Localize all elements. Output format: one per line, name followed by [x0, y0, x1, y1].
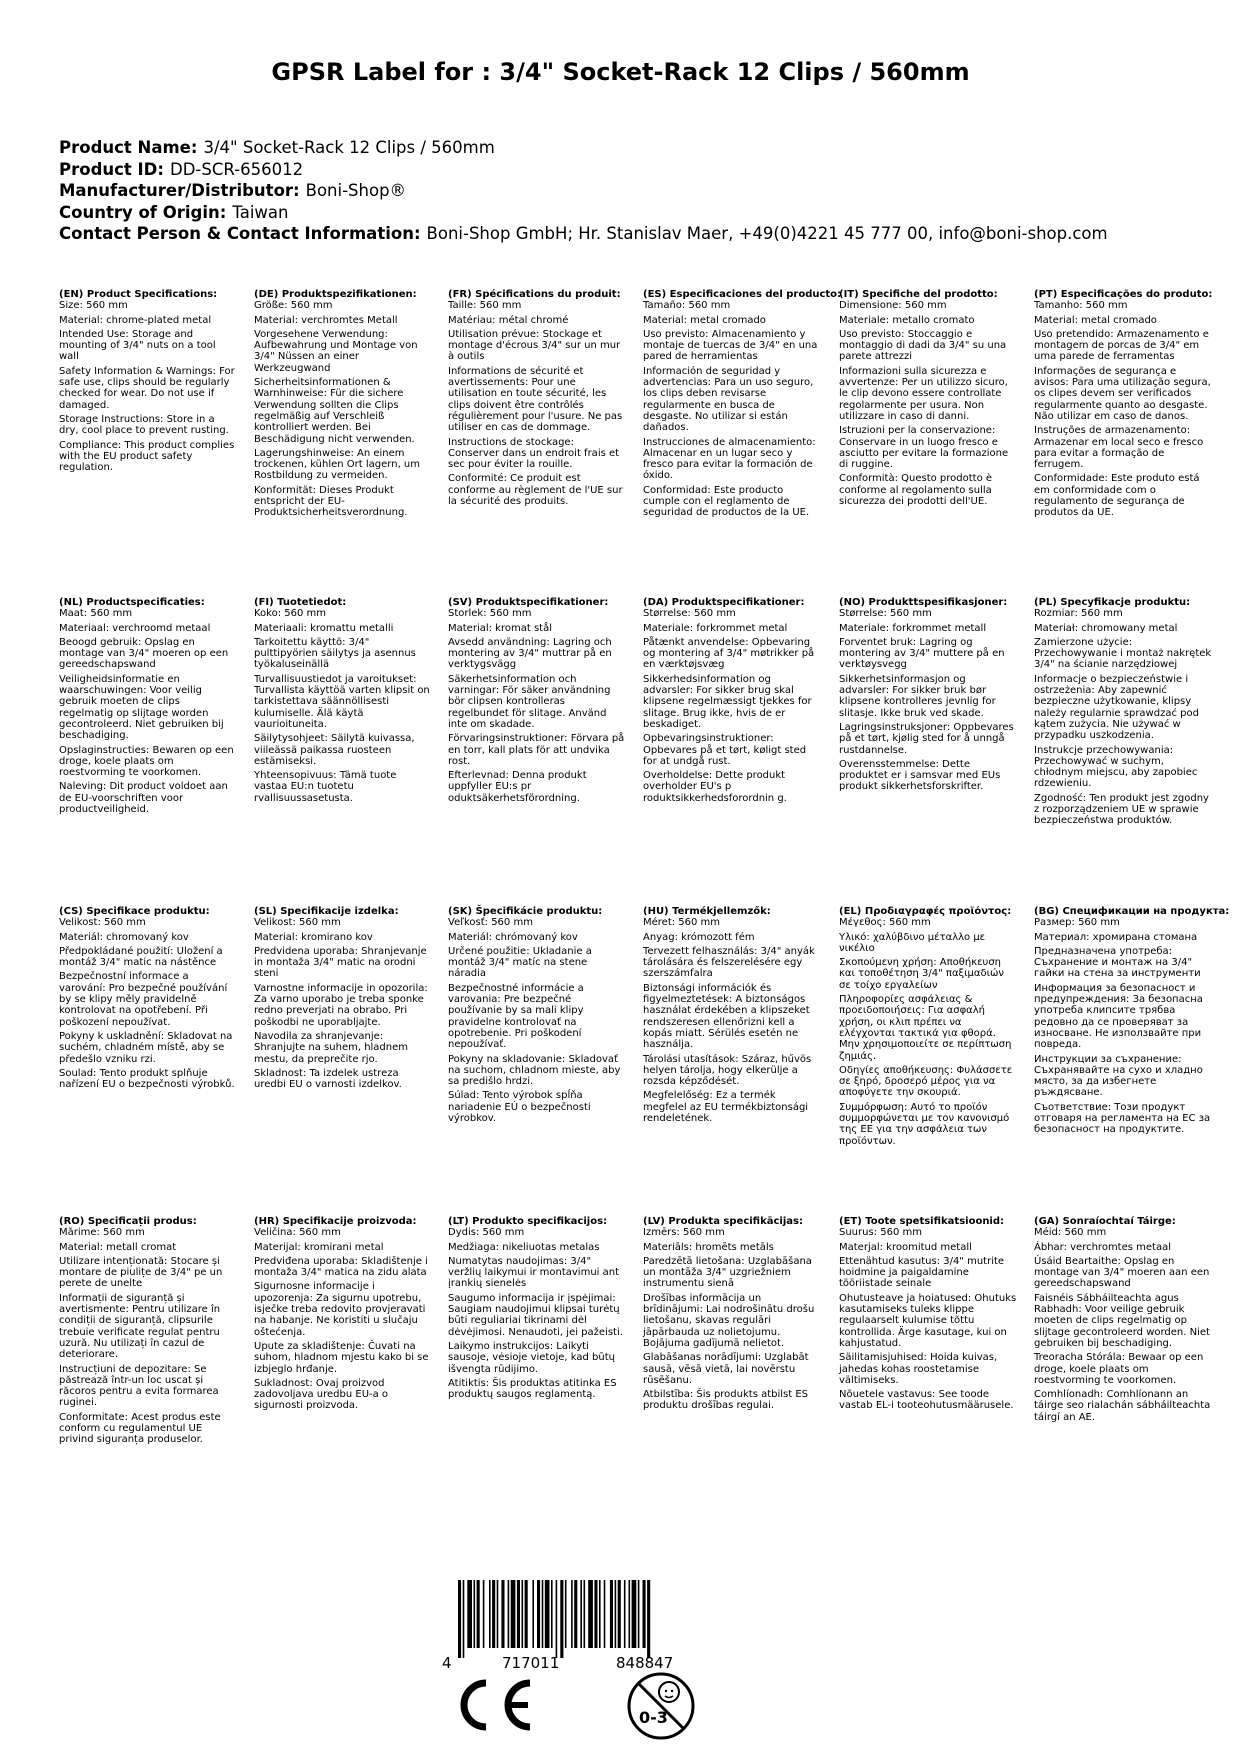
- spec-line: Conformidade: Este produto está em conformidade com o regulamento de segurança de produtos da UE.: [1034, 473, 1200, 519]
- spec-line: Utilisation prévue: Stockage et montage d'écrous 3/4" sur un mur à outils: [448, 328, 621, 363]
- spec-line: Předpokládané použití: Uložení a montáž 3/4" matic na nástěnce: [59, 945, 223, 969]
- spec-line: Bezpečnostné informácie a varovania: Pre bezpečné používanie by sa mali klipy pravidelne kontrolovať na opotrebenie. Pri poškodení nepoužívať.: [448, 982, 584, 1051]
- spec-block: [59, 289, 237, 476]
- spec-line: Uso previsto: Stoccaggio e montaggio di dadi da 3/4" su una parete attrezzi: [839, 328, 1007, 363]
- barcode-bar: [588, 1580, 593, 1648]
- page-title: GPSR Label for : 3/4" Socket-Rack 12 Clips / 560mm: [271, 58, 970, 86]
- spec-block: [839, 289, 1017, 510]
- spec-block-heading: (SV) Produktspecifikationer:: [448, 597, 609, 608]
- spec-block-heading: (IT) Specifiche del prodotto:: [839, 289, 998, 300]
- spec-line: Určené použitie: Ukladanie a montáž 3/4" matíc na stene náradia: [448, 945, 592, 980]
- barcode-bar: [508, 1580, 510, 1648]
- spec-line: Tamaño: 560 mm: [643, 300, 731, 312]
- barcode-bar: [556, 1580, 558, 1658]
- spec-line: Ábhar: verchromtes metaal: [1034, 1241, 1171, 1253]
- barcode-bar: [624, 1580, 626, 1648]
- spec-line: Predviđena uporaba: Skladištenje i montaža 3/4" matica na zidu alata: [254, 1255, 428, 1279]
- spec-block-heading: (HR) Specifikacije proizvoda:: [254, 1216, 417, 1227]
- spec-block-heading: (PT) Especificações do produto:: [1034, 289, 1213, 300]
- spec-line: Numatytas naudojimas: 3/4" veržlių laikymui ir montavimui ant įrankių sienelės: [448, 1255, 620, 1290]
- info-row-manufacturer: Manufacturer/Distributor: Boni-Shop®: [59, 181, 407, 200]
- spec-line: Förvaringsinstruktioner: Förvara på en torr, kall plats för att undvika rost.: [448, 733, 625, 767]
- spec-line: Paredzētā lietošana: Uzglabāšana un montāža 3/4" uzgriežniem instrumentu sienā: [643, 1255, 812, 1290]
- spec-line: Tárolási utasítások: Száraz, hűvös helyen tárolja, hogy elkerülje a rozsda képződését.: [643, 1053, 812, 1088]
- ce-mark-icon: [450, 1675, 535, 1735]
- barcode-bar: [571, 1580, 573, 1648]
- spec-line: Informații de siguranță și avertismente: Pentru utilizare în condiții de siguranță, clipsurile trebuie verificate regulat pentru uzură. Nu utilizați în cazul de deteriorare.: [59, 1292, 221, 1361]
- barcode-bar: [584, 1580, 586, 1648]
- barcode-digits-left: 717011: [502, 1654, 560, 1670]
- barcode-bar: [574, 1580, 577, 1648]
- spec-block: [254, 906, 432, 1093]
- spec-line: Säilytysohjeet: Säilytä kuivassa, viileässä paikassa ruosteen estämiseksi.: [254, 733, 415, 767]
- spec-line: Laikymo instrukcijos: Laikyti sausoje, vėsioje vietoje, kad būtų išvengta rūdijimo.: [448, 1340, 615, 1375]
- barcode-bar: [604, 1580, 606, 1648]
- spec-block-heading: (ET) Toote spetsifikatsioonid:: [839, 1216, 1005, 1227]
- barcode-bar: [542, 1580, 544, 1648]
- spec-line: Izmērs: 560 mm: [643, 1227, 725, 1239]
- spec-line: Säilitamisjuhised: Hoida kuivas, jahedas kohas roostetamise vältimiseks.: [839, 1352, 998, 1386]
- spec-line: Compliance: This product complies with the EU product safety regulation.: [59, 439, 235, 474]
- spec-line: Informações de segurança e avisos: Para uma utilização segura, os clipes devem ser verificados regularmente quanto ao desgaste. Não utilizar em caso de danos.: [1034, 365, 1211, 422]
- barcode-bar: [580, 1580, 582, 1648]
- spec-line: Materiał: chromowany metal: [1034, 622, 1178, 634]
- spec-line: Материал: хромирана стомана: [1034, 931, 1198, 943]
- spec-line: Opbevaringsinstruktioner: Opbevares på et tørt, køligt sted for at undgå rust.: [643, 733, 807, 767]
- spec-line: Pokyny na skladovanie: Skladovať na suchom, chladnom mieste, aby sa predišlo hrdzi.: [448, 1053, 621, 1088]
- barcode-bar: [643, 1580, 646, 1648]
- spec-line: Material: kromirano kov: [254, 931, 373, 943]
- spec-block-heading: (DA) Produktspecifikationer:: [643, 597, 805, 608]
- spec-line: Инструкции за съхранение: Съхранявайте на сухо и хладно място, за да избегнете ръждясване.: [1034, 1053, 1203, 1099]
- barcode-bar: [647, 1580, 650, 1658]
- spec-block: [643, 1216, 821, 1415]
- spec-block-heading: (FI) Tuotetiedot:: [254, 597, 347, 608]
- barcode-bar: [489, 1580, 491, 1648]
- spec-line: Veľkosť: 560 mm: [448, 917, 533, 929]
- spec-line: Soulad: Tento produkt splňuje nařízení EU o bezpečnosti výrobků.: [59, 1067, 235, 1091]
- spec-line: Materiale: forkrommet metall: [839, 622, 987, 634]
- spec-line: Materijal: kromirani metal: [254, 1241, 384, 1253]
- barcode-bar: [615, 1580, 617, 1648]
- product-info: [59, 137, 1108, 245]
- spec-block: [59, 906, 237, 1093]
- spec-line: Zgodność: Ten produkt jest zgodny z rozporządzeniem UE w sprawie bezpieczeństwa produktów.: [1034, 792, 1209, 827]
- spec-block-heading: (EL) Προδιαγραφές προϊόντος:: [839, 906, 1012, 917]
- spec-line: Säkerhetsinformation och varningar: För säker användning bör clipsen kontrolleras regelbundet för slitage. Använd inte om skadade.: [448, 673, 611, 730]
- spec-line: Instrucciones de almacenamiento: Almacenar en un lugar seco y fresco para evitar la formación de óxido.: [643, 436, 816, 482]
- spec-line: Materiál: chromovaný kov: [59, 931, 189, 943]
- spec-line: Información de seguridad y advertencias: Para un uso seguro, los clips deben revisarse regularmente en busca de desgaste. No utilizar si están dañados.: [643, 365, 814, 434]
- spec-line: Suurus: 560 mm: [839, 1227, 922, 1239]
- spec-block-heading: (CS) Specifikace produktu:: [59, 906, 210, 917]
- spec-line: Uso pretendido: Armazenamento e montagem de porcas de 3/4" em uma parede de ferramentas: [1034, 328, 1209, 363]
- spec-line: Vorgesehene Verwendung: Aufbewahrung und Montage von 3/4" Nüssen an einer Werkzeugwand: [254, 328, 418, 374]
- spec-line: Úsáid Beartaithe: Opslag en montage van 3/4" moeren aan een gereedschapswand: [1034, 1255, 1210, 1290]
- spec-line: Material: kromat stål: [448, 622, 552, 634]
- spec-line: Sigurnosne informacije i upozorenja: Za sigurnu upotrebu, isječke treba redovito provjeravati na habanje. Ne koristiti u slučaju oštećenja.: [254, 1281, 426, 1338]
- spec-line: Μέγεθος: 560 mm: [839, 917, 931, 929]
- spec-line: Opslaginstructies: Bewaren op een droge, koele plaats om roestvorming te voorkomen.: [59, 744, 234, 779]
- spec-block-heading: (DE) Produktspezifikationen:: [254, 289, 417, 300]
- spec-line: Materiāls: hromēts metāls: [643, 1241, 774, 1253]
- barcode-bar: [474, 1580, 476, 1648]
- barcode-bar: [532, 1580, 534, 1648]
- spec-line: Naleving: Dit product voldoet aan de EU-voorschriften voor productveiligheid.: [59, 781, 228, 816]
- spec-line: Materiaal: verchroomd metaal: [59, 622, 211, 634]
- spec-line: Faisnéis Sábháilteachta agus Rabhadh: Voor veilige gebruik moeten de clips regelmatig op slijtage gecontroleerd worden. Niet gebruiken bij beschadiging.: [1034, 1292, 1210, 1349]
- barcode-bar: [501, 1580, 504, 1648]
- spec-line: Materjal: kroomitud metall: [839, 1241, 972, 1253]
- spec-line: Conformitate: Acest produs este conform cu regulamentul UE privind siguranța produselor.: [59, 1411, 221, 1446]
- spec-line: Instructions de stockage: Conserver dans un endroit frais et sec pour éviter la rouille.: [448, 436, 620, 471]
- barcode-bar: [551, 1580, 553, 1648]
- spec-line: Safety Information & Warnings: For safe use, clips should be regularly checked for wear. Do not use if damaged.: [59, 365, 235, 411]
- spec-line: Material: metal cromado: [643, 314, 766, 326]
- spec-line: Materiaali: kromattu metalli: [254, 622, 394, 634]
- spec-block-heading: (SL) Specifikacije izdelka:: [254, 906, 399, 917]
- spec-block-heading: (FR) Spécifications du produit:: [448, 289, 621, 300]
- spec-block: [643, 906, 821, 1127]
- spec-block-heading: (LV) Produkta specifikācijas:: [643, 1216, 803, 1227]
- spec-line: Navodila za shranjevanje: Shranjujte na suhem, hladnem mestu, da preprečite rjo.: [254, 1030, 409, 1065]
- spec-line: Saugumo informacija ir įspėjimai: Saugiam naudojimui klipsai turėtų būti reguliariai tikrinami dėl dėvėjimosi. Nenaudoti, jei pažeisti.: [448, 1292, 623, 1338]
- spec-line: Предназначена употреба: Съхранение и монтаж на 3/4" гайки на стена за инструменти: [1034, 945, 1201, 980]
- spec-block: [839, 1216, 1017, 1415]
- spec-line: Veličina: 560 mm: [254, 1227, 341, 1239]
- spec-line: Dydis: 560 mm: [448, 1227, 525, 1239]
- spec-line: Forventet bruk: Lagring og montering av 3/4" muttere på en verktøysvegg: [839, 636, 1005, 671]
- spec-line: Storage Instructions: Store in a dry, cool place to prevent rusting.: [59, 413, 229, 437]
- spec-line: Instrukcje przechowywania: Przechowywać w suchym, chłodnym miejscu, aby zapobiec rdzewieniu.: [1034, 744, 1198, 790]
- spec-block: [448, 906, 626, 1127]
- spec-line: Bezpečnostní informace a varování: Pro bezpečné používání by se klipy měly pravidelně kontrolovat na opotřebení. Při poškození nepoužívat.: [59, 971, 228, 1028]
- spec-block: [643, 289, 842, 522]
- spec-line: Overholdelse: Dette produkt overholder EU's p roduktsikkerhedsforordnin g.: [643, 770, 787, 804]
- spec-line: Информация за безопасност и предупреждения: За безопасна употреба клипсите трябва редовно да се проверяват за износване. Не използвайте при повреда.: [1034, 982, 1203, 1051]
- barcode-bar: [560, 1580, 563, 1658]
- barcode-bar: [618, 1580, 621, 1648]
- spec-line: Materiale: metallo cromato: [839, 314, 975, 326]
- spec-line: Beoogd gebruik: Opslag en montage van 3/4" moeren op een gereedschapswand: [59, 636, 229, 671]
- spec-block: [448, 289, 626, 510]
- spec-line: Matériau: métal chromé: [448, 314, 569, 326]
- spec-line: Pokyny k uskladnění: Skladovat na suchém, chladném místě, aby se předešlo vzniku rzi.: [59, 1030, 233, 1065]
- barcode-bar: [522, 1580, 524, 1648]
- barcode-bar: [599, 1580, 601, 1648]
- barcode: [440, 1580, 740, 1670]
- spec-block: [1034, 289, 1212, 522]
- barcode-digit-prefix: 4: [442, 1654, 452, 1670]
- spec-line: Sicherheitsinformationen & Warnhinweise: Für die sichere Verwendung sollten die Clips regelmäßig auf Verschleiß kontrolliert werden. Bei Beschädigung nicht verwenden.: [254, 377, 415, 445]
- spec-line: Material: metall cromat: [59, 1241, 177, 1253]
- spec-block: [448, 597, 626, 807]
- spec-line: Dimensione: 560 mm: [839, 300, 947, 312]
- spec-line: Ettenähtud kasutus: 3/4" mutrite hoidmine ja paigaldamine tööriistade seinale: [839, 1255, 1005, 1290]
- spec-line: Comhlíonadh: Comhlíonann an táirge seo rialachán sábháilteachta táirgí an AE.: [1034, 1389, 1211, 1423]
- spec-block: [1034, 1216, 1212, 1426]
- barcode-bar: [517, 1580, 520, 1648]
- spec-line: Taille: 560 mm: [448, 300, 522, 312]
- spec-line: Uso previsto: Almacenamiento y montaje de tuercas de 3/4" en una pared de herramientas: [643, 328, 818, 363]
- spec-line: Instrucțiuni de depozitare: Se păstrează într-un loc uscat și răcoros pentru a evita formarea ruginei.: [59, 1363, 219, 1409]
- spec-line: Οδηγίες αποθήκευσης: Φυλάσσετε σε ξηρό, δροσερό μέρος για να αποφύγετε την σκουριά.: [839, 1064, 1013, 1099]
- spec-line: Tamanho: 560 mm: [1034, 300, 1128, 312]
- spec-line: Material: metal cromado: [1034, 314, 1157, 326]
- spec-block-heading: (ES) Especificaciones del producto:: [643, 289, 842, 300]
- spec-line: Veiligheidsinformatie en waarschuwingen: Voor veilig gebruik moeten de clips regelmatig op slijtage worden gecontroleerd. Niet gebruiken bij beschadiging.: [59, 673, 224, 742]
- spec-line: Predvidena uporaba: Shranjevanje in montaža 3/4" matic na orodni steni: [254, 945, 427, 980]
- spec-block: [254, 597, 432, 807]
- info-row-country: Country of Origin: Taiwan: [59, 202, 289, 222]
- spec-line: Velikost: 560 mm: [59, 917, 146, 929]
- spec-line: Méid: 560 mm: [1034, 1227, 1107, 1239]
- spec-line: Ohutusteave ja hoiatused: Ohutuks kasutamiseks tuleks klippe regulaarselt kulumise tõttu kontrollida. Ärge kasutage, kui on kahjustatud.: [839, 1292, 1017, 1349]
- spec-line: Påtænkt anvendelse: Opbevaring og montering af 3/4" møtrikker på en værktøjsvæg: [643, 636, 815, 671]
- spec-line: Tarkoitettu käyttö: 3/4" pulttipyörien säilytys ja asennus työkaluseinällä: [254, 636, 416, 671]
- spec-line: Informations de sécurité et avertissements: Pour une utilisation en toute sécurité, les clips doivent être contrôlés régulièrement pour l'usure. Ne pas utiliser en cas de dommage.: [448, 365, 623, 434]
- spec-block: [1034, 906, 1230, 1139]
- spec-block-heading: (NL) Productspecificaties:: [59, 597, 205, 608]
- spec-line: Overensstemmelse: Dette produktet er i samsvar med EUs produkt sikkerhetsforskrifter.: [839, 758, 1001, 793]
- spec-block: [254, 1216, 432, 1415]
- spec-line: Zamierzone użycie: Przechowywanie i montaż nakrętek 3/4" na ścianie narzędziowej: [1034, 636, 1212, 671]
- spec-line: Σκοπούμενη χρήση: Αποθήκευση και τοποθέτηση 3/4" παξιμαδιών σε τοίχο εργαλείων: [839, 957, 1004, 991]
- spec-line: Sukladnost: Ovaj proizvod zadovoljava uredbu EU-a o sigurnosti proizvoda.: [254, 1377, 389, 1412]
- age-label: 0-3: [639, 1708, 668, 1727]
- spec-block-heading: (RO) Specificații produs:: [59, 1216, 197, 1227]
- spec-block: [59, 597, 237, 818]
- spec-block-heading: (HU) Termékjellemzők:: [643, 906, 771, 917]
- spec-line: Størrelse: 560 mm: [643, 608, 736, 620]
- barcode-bar: [610, 1580, 613, 1648]
- spec-line: Turvallisuustiedot ja varoitukset: Turvallista käyttöä varten klipsit on tarkistettava säännöllisesti kulumiselle. Älä käytä vaurioituneita.: [254, 673, 430, 730]
- spec-line: Intended Use: Storage and mounting of 3/4" nuts on a tool wall: [59, 328, 216, 363]
- barcode-bar: [565, 1580, 567, 1648]
- spec-block: [448, 1216, 626, 1403]
- spec-line: Velikost: 560 mm: [254, 917, 341, 929]
- barcode-bar: [483, 1580, 485, 1648]
- barcode-bar: [638, 1580, 640, 1648]
- spec-line: Megfelelőség: Ez a termék megfelel az EU termékbiztonsági rendeletének.: [643, 1090, 809, 1125]
- spec-block-heading: (BG) Спецификации на продукта:: [1034, 906, 1230, 917]
- spec-line: Größe: 560 mm: [254, 300, 333, 312]
- barcode-bar: [629, 1580, 631, 1648]
- spec-line: Efterlevnad: Denna produkt uppfyller EU:s pr oduktsäkerhetsförordning.: [448, 770, 587, 804]
- spec-line: Mărime: 560 mm: [59, 1227, 145, 1239]
- spec-block: [839, 597, 1017, 796]
- spec-line: Atbilstība: Šis produkts atbilst ES produktu drošības regulai.: [643, 1389, 809, 1412]
- spec-line: Glabāšanas norādījumi: Uzglabāt sausā, vēsā vietā, lai novērstu rūsēšanu.: [643, 1352, 809, 1386]
- spec-line: Sikkerhetsinformasjon og advarsler: For sikker bruk bør klipsene kontrolleres jevnlig for slitasje. Ikke bruk ved skade.: [839, 673, 996, 719]
- spec-line: Conformidad: Este producto cumple con el reglamento de seguridad de productos de la UE.: [643, 484, 810, 519]
- spec-line: Lagerungshinweise: An einem trockenen, kühlen Ort lagern, um Rostbildung zu vermeiden.: [254, 447, 421, 482]
- spec-line: Konformität: Dieses Produkt entspricht der EU-Produktsicherheitsverordnung.: [254, 484, 408, 519]
- spec-line: Biztonsági információk és figyelmeztetések: A biztonságos használat érdekében a klipszeket rendszeresen ellenőrizni kell a kopás miatt. Sérülés esetén ne használja.: [643, 982, 810, 1051]
- spec-block-heading: (SK) Špecifikácie produktu:: [448, 906, 603, 917]
- spec-line: Πληροφορίες ασφάλειας & προειδοποιήσεις: Για ασφαλή χρήση, οι κλιπ πρέπει να ελέγχονται τακτικά για φθορά. Μην χρησιμοποιείτε σε περίπτωση ζημιάς.: [839, 994, 1012, 1062]
- spec-block: [839, 906, 1017, 1150]
- spec-line: Materiale: forkrommet metal: [643, 622, 788, 634]
- spec-line: Съответствие: Този продукт отговаря на регламента на ЕС за безопасност на продуктите.: [1034, 1101, 1211, 1136]
- spec-line: Size: 560 mm: [59, 300, 128, 312]
- spec-line: Skladnost: Ta izdelek ustreza uredbi EU o varnosti izdelkov.: [254, 1067, 402, 1091]
- barcode-bar: [594, 1580, 597, 1648]
- spec-line: Medžiaga: nikeliuotas metalas: [448, 1241, 600, 1253]
- barcode-bar: [477, 1580, 480, 1648]
- info-row-contact: Contact Person & Contact Information: Boni-Shop GmbH; Hr. Stanislav Maer, +49(0)4221 45 777 00, info@boni-shop.com: [59, 224, 1108, 243]
- spec-line: Maat: 560 mm: [59, 608, 133, 620]
- barcode-bar: [497, 1580, 499, 1648]
- barcode-bar: [537, 1580, 540, 1648]
- spec-line: Rozmiar: 560 mm: [1034, 608, 1123, 620]
- spec-line: Material: verchromtes Metall: [254, 314, 398, 326]
- spec-line: Istruzioni per la conservazione: Conservare in un luogo fresco e asciutto per evitare la formazione di ruggine.: [839, 425, 1009, 471]
- spec-line: Varnostne informacije in opozorila: Za varno uporabo je treba sponke redno preverjati na obrabo. Pri poškodbi ne uporabljajte.: [254, 982, 428, 1028]
- barcode-bar: [525, 1580, 528, 1648]
- spec-line: Utilizare intenționată: Stocare și montare de piulițe de 3/4" pe un perete de unelte: [59, 1255, 223, 1290]
- spec-line: Conformità: Questo prodotto è conforme al regolamento sulla sicurezza dei prodotti dell'UE.: [839, 473, 993, 508]
- spec-line: Conformité: Ce produit est conforme au règlement de l'UE sur la sécurité des produits.: [448, 473, 623, 508]
- barcode-bar: [492, 1580, 495, 1648]
- spec-line: Súlad: Tento výrobok spĺňa nariadenie EÚ o bezpečnosti výrobkov.: [448, 1090, 591, 1125]
- info-row-product-name: Product Name: 3/4" Socket-Rack 12 Clips / 560mm: [59, 138, 495, 157]
- spec-block: [1034, 597, 1212, 830]
- spec-line: Koko: 560 mm: [254, 608, 327, 620]
- spec-line: Drošības informācija un brīdinājumi: Lai nodrošinātu drošu lietošanu, skavas regulāri jāpārbauda uz nolietojumu. Bojājuma gadījumā nelietot.: [643, 1292, 815, 1349]
- spec-block: [643, 597, 821, 807]
- spec-block: [254, 289, 432, 522]
- spec-line: Tervezett felhasználás: 3/4" anyák tárolására és felszerelésére egy szerszámfalra: [643, 945, 815, 980]
- barcode-bar: [458, 1580, 461, 1658]
- spec-block-heading: (GA) Sonraíochtaí Táirge:: [1034, 1216, 1176, 1227]
- barcode-digits-right: 848847: [616, 1654, 674, 1670]
- spec-line: Materiál: chrómovaný kov: [448, 931, 578, 943]
- spec-line: Lagringsinstruksjoner: Oppbevares på et tørt, kjølig sted for å unngå rustdannelse.: [839, 721, 1014, 756]
- barcode-bar: [467, 1580, 472, 1648]
- barcode-bar: [545, 1580, 550, 1648]
- spec-block: [59, 1216, 237, 1449]
- spec-block-heading: (EN) Product Specifications:: [59, 289, 218, 300]
- spec-line: Storlek: 560 mm: [448, 608, 532, 620]
- spec-block-heading: (PL) Specyfikacje produktu:: [1034, 597, 1191, 608]
- barcode-bars: [458, 1580, 650, 1658]
- info-row-product-id: Product ID: DD-SCR-656012: [59, 159, 304, 179]
- spec-line: Nõuetele vastavus: See toode vastab EL-i tooteohutusmäärusele.: [839, 1389, 1014, 1412]
- barcode-bar: [632, 1580, 637, 1648]
- spec-line: Sikkerhedsinformation og advarsler: For sikker brug skal klipsene regelmæssigt tjekkes for slitage. Brug ikke, hvis de er beskadiget.: [643, 673, 812, 730]
- spec-line: Informazioni sulla sicurezza e avvertenze: Per un utilizzo sicuro, le clip devono essere controllate regolarmente per usura. Non utilizzare in caso di danni.: [839, 365, 1008, 422]
- spec-block-heading: (NO) Produkttspesifikasjoner:: [839, 597, 1008, 608]
- spec-line: Anyag: krómozott fém: [643, 931, 755, 943]
- spec-line: Размер: 560 mm: [1034, 917, 1120, 929]
- spec-line: Informacje o bezpieczeństwie i ostrzeżenia: Aby zapewnić bezpieczne użytkowanie, klipsy należy regularnie sprawdzać pod kątem zużycia. Nie używać w przypadku uszkodzenia.: [1034, 673, 1199, 742]
- spec-line: Méret: 560 mm: [643, 917, 721, 929]
- spec-line: Størrelse: 560 mm: [839, 608, 932, 620]
- spec-line: Υλικό: χαλύβδινο μέταλλο με νικέλιο: [839, 931, 986, 954]
- spec-line: Instruções de armazenamento: Armazenar em local seco e fresco para evitar a formação de ferrugem.: [1034, 425, 1204, 471]
- age-warning-0-3-icon: [625, 1670, 697, 1742]
- spec-line: Atitiktis: Šis produktas atitinka ES produktų saugos reglamentą.: [448, 1377, 617, 1401]
- spec-line: Avsedd användning: Lagring och montering av 3/4" muttrar på en verktygsvägg: [448, 636, 612, 671]
- barcode-bar: [463, 1580, 465, 1658]
- spec-line: Yhteensopivuus: Tämä tuote vastaa EU:n tuotetu rvallisuussasetusta.: [254, 770, 397, 804]
- spec-line: Συμμόρφωση: Αυτό το προϊόν συμμορφώνεται με τον κανονισμό της ΕΕ για την ασφάλεια των προϊόντων.: [839, 1101, 1010, 1147]
- barcode-bar: [511, 1580, 516, 1648]
- spec-line: Treoracha Stórála: Bewaar op een droge, koele plaats om roestvorming te voorkomen.: [1034, 1352, 1204, 1386]
- spec-line: Upute za skladištenje: Čuvati na suhom, hladnom mjestu kako bi se izbjeglo hrđanje.: [254, 1340, 429, 1375]
- spec-line: Material: chrome-plated metal: [59, 314, 212, 326]
- spec-block-heading: (LT) Produkto specifikacijos:: [448, 1216, 608, 1227]
